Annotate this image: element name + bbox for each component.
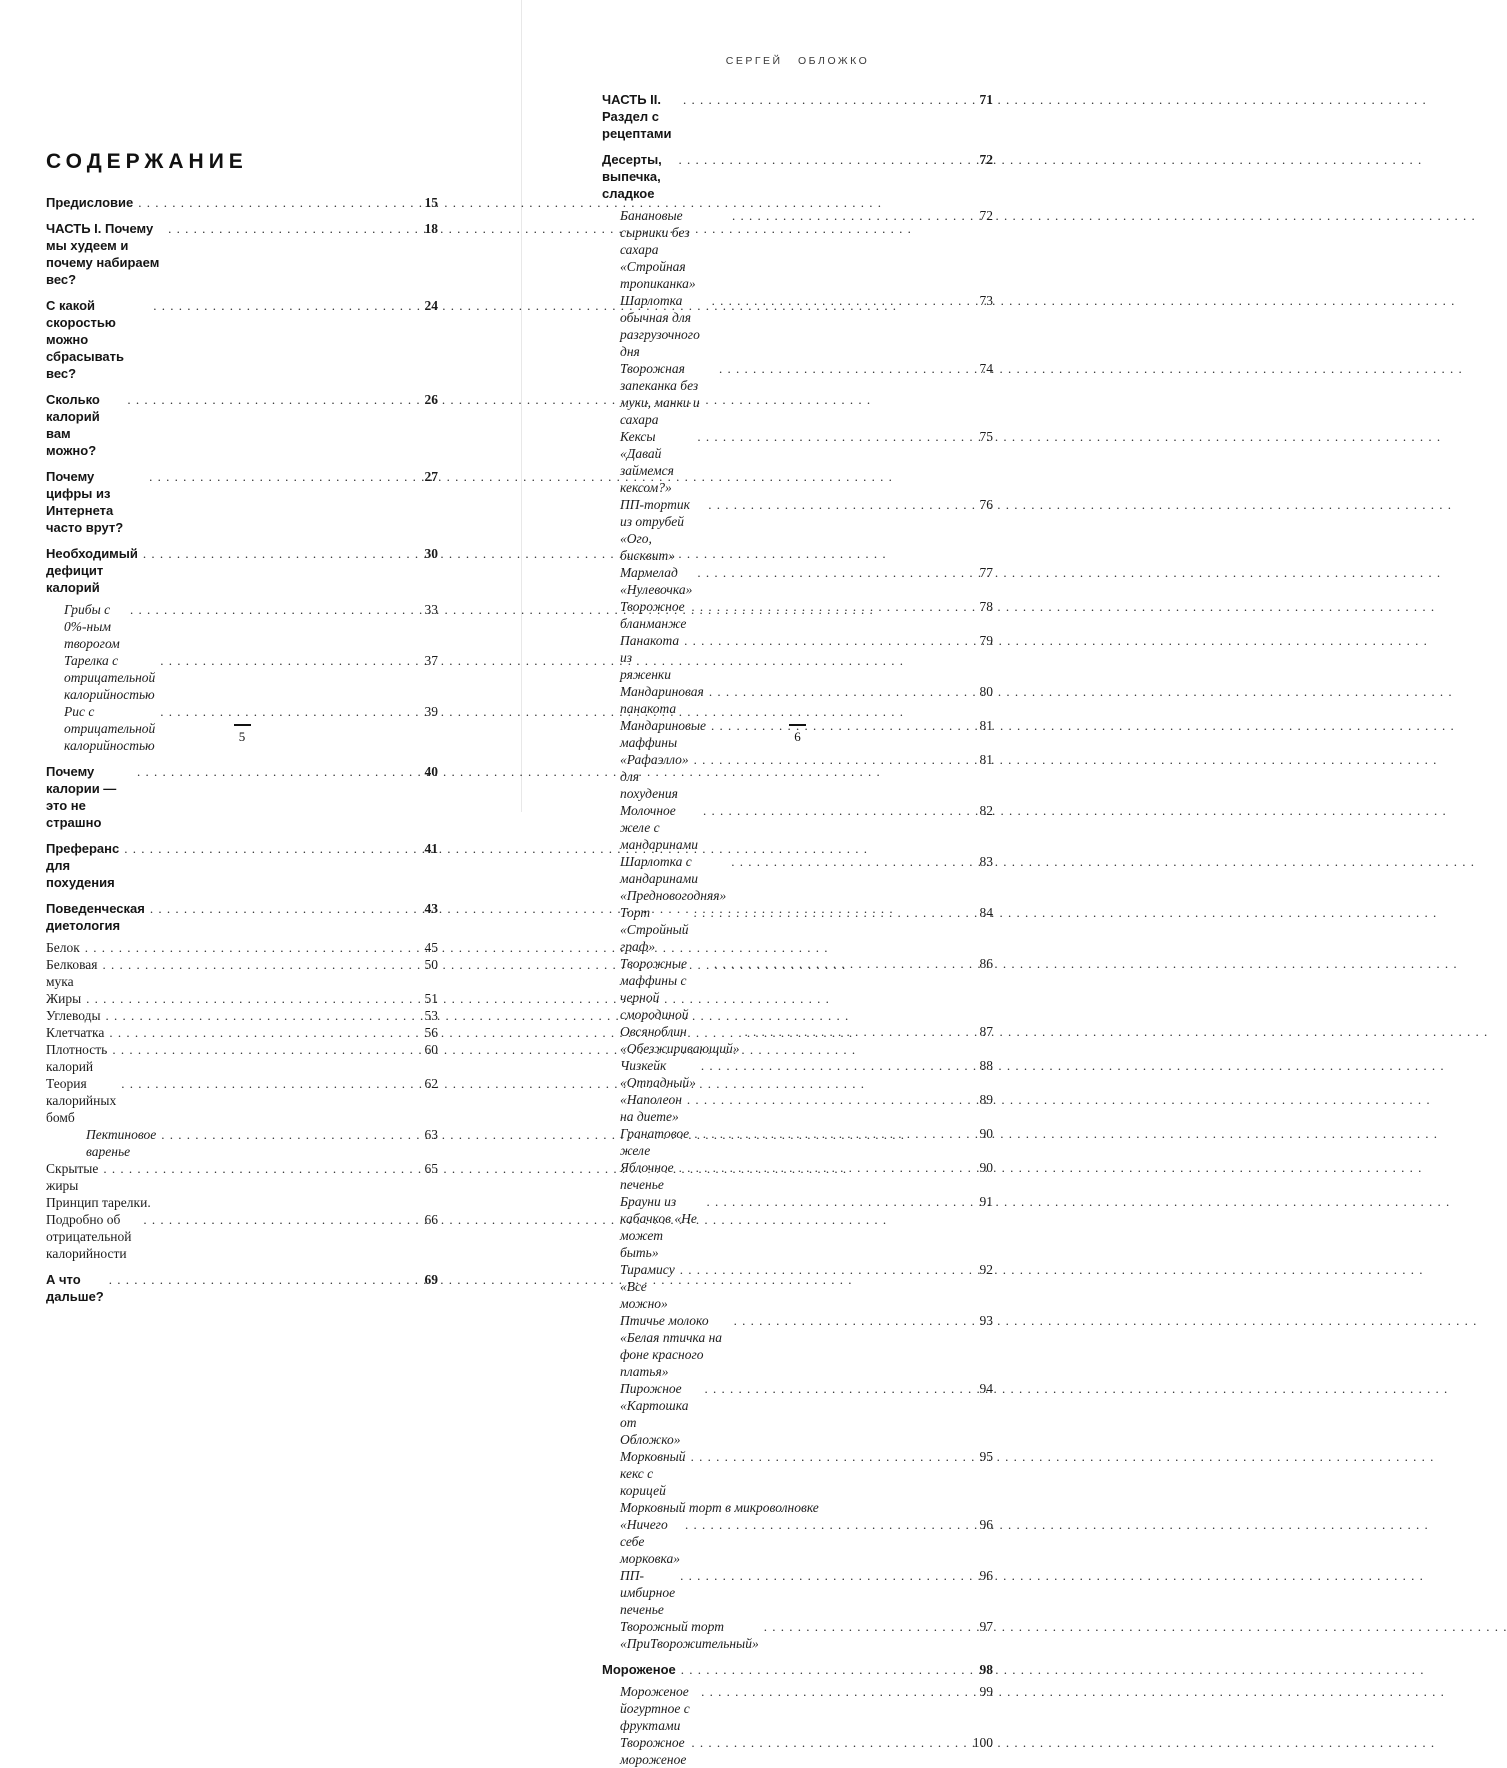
dot-leader	[694, 904, 977, 921]
toc-entry	[46, 652, 438, 703]
toc-entry	[602, 1448, 993, 1499]
toc-entry-label: Мороженое йогуртное с фруктами	[620, 1684, 690, 1733]
toc-entry-page: 56	[424, 1025, 438, 1040]
dot-leader	[168, 220, 421, 237]
toc-entry-label: Белок	[46, 940, 80, 955]
toc-entry-label: Молочное желе с мандаринами	[620, 803, 698, 852]
toc-entry	[602, 1661, 993, 1678]
toc-entry-page: 80	[979, 684, 993, 699]
toc-entry	[602, 360, 993, 428]
dot-leader	[694, 751, 977, 768]
toc-entry-page: 96	[979, 1568, 993, 1583]
toc-entry	[602, 1159, 993, 1193]
toc-entry-label: Мандариновые маффины	[620, 718, 707, 750]
toc-entry-page: 74	[979, 361, 993, 376]
toc-entry-label: Овсяноблин «Обезжиривающий»	[620, 1024, 740, 1056]
toc-entry	[46, 1211, 438, 1262]
dot-leader	[86, 990, 421, 1007]
toc-entry-page: 24	[424, 298, 438, 313]
toc-entry-label: Скрытые жиры	[46, 1161, 99, 1193]
page-number-right	[602, 724, 993, 745]
toc-entry-label: А что дальше?	[46, 1272, 104, 1304]
toc-entry	[46, 1024, 438, 1041]
folio-number-left: 5	[238, 729, 246, 744]
toc-entry-page: 99	[979, 1684, 993, 1699]
toc-entry-page: 66	[424, 1212, 438, 1227]
toc-entry-label: Клетчатка	[46, 1025, 105, 1040]
toc-entry-page: 94	[979, 1381, 993, 1396]
toc-entry-label: «Ничего себе морковка»	[620, 1517, 681, 1566]
dot-leader	[691, 1448, 977, 1465]
dot-leader	[137, 763, 422, 780]
toc-entry	[46, 900, 438, 934]
toc-entry-page: 82	[979, 803, 993, 818]
toc-entry	[46, 220, 438, 288]
toc-entry-page: 62	[424, 1076, 438, 1091]
toc-entry-page: 81	[979, 752, 993, 767]
toc-entry-label: Мороженое	[602, 1662, 676, 1677]
dot-leader	[712, 292, 977, 309]
toc-entry	[46, 1126, 438, 1160]
dot-leader	[701, 1683, 976, 1700]
dot-leader	[719, 360, 977, 377]
toc-entry-label: Теория калорийных бомб	[46, 1076, 117, 1125]
toc-entry-page: 92	[979, 1262, 993, 1277]
toc-entry-label: Творожное бланманже	[620, 599, 687, 631]
toc-right	[602, 91, 993, 1768]
toc-entry-page: 93	[979, 1313, 993, 1328]
toc-entry	[602, 632, 993, 683]
dot-leader	[764, 1618, 977, 1635]
toc-entry-page: 81	[979, 718, 993, 733]
toc-entry-page: 86	[979, 956, 993, 971]
dot-leader	[153, 297, 421, 314]
dot-leader	[124, 840, 421, 857]
dot-leader	[680, 1261, 977, 1278]
toc-entry-page: 51	[424, 991, 438, 1006]
toc-entry	[46, 1075, 438, 1126]
folio-rule-right	[789, 724, 806, 726]
toc-entry	[46, 763, 438, 831]
toc-entry-page: 37	[424, 653, 438, 668]
dot-leader	[732, 207, 976, 224]
toc-entry	[602, 1125, 993, 1159]
toc-entry-page: 91	[979, 1194, 993, 1209]
toc-entry-label: ЧАСТЬ II. Раздел с рецептами	[602, 92, 672, 141]
toc-entry	[602, 1057, 993, 1091]
dot-leader	[109, 1271, 422, 1288]
toc-entry-label: Чизкейк «Отпадный»	[620, 1058, 696, 1090]
dot-leader	[150, 900, 422, 917]
dot-leader	[744, 1023, 976, 1040]
dot-leader	[691, 1734, 969, 1751]
toc-entry-page: 96	[979, 1517, 993, 1532]
toc-title: СОДЕРЖАНИЕ	[46, 150, 248, 173]
toc-entry	[602, 1380, 993, 1448]
page-right-content	[602, 55, 993, 1768]
toc-entry	[602, 1023, 993, 1057]
toc-entry-page: 27	[424, 469, 438, 484]
toc-entry-page: 53	[424, 1008, 438, 1023]
toc-entry-label: Плотность калорий	[46, 1042, 108, 1074]
toc-entry-label: Белковая мука	[46, 957, 98, 989]
toc-entry-page: 83	[979, 854, 993, 869]
running-header: СЕРГЕЙ ОБЛОЖКО	[725, 55, 870, 67]
toc-entry	[46, 990, 438, 1007]
toc-entry-page: 87	[979, 1024, 993, 1039]
toc-entry-page: 45	[424, 940, 438, 955]
toc-entry	[46, 391, 438, 459]
toc-entry-label: Сколько калорий вам можно?	[46, 392, 100, 458]
dot-leader	[685, 1516, 976, 1533]
toc-entry-page: 33	[424, 602, 438, 617]
toc-entry-label: Принцип тарелки.	[46, 1195, 151, 1210]
toc-entry-label: Мармелад «Нулевочка»	[620, 565, 693, 597]
toc-entry	[46, 1160, 438, 1194]
toc-entry-page: 77	[979, 565, 993, 580]
toc-entry-page: 60	[424, 1042, 438, 1057]
toc-entry	[602, 1193, 993, 1261]
toc-entry-label: Шарлотка обычная для разгрузочного дня	[620, 293, 700, 359]
toc-entry-page: 30	[424, 546, 438, 561]
toc-entry-label: Панакота из ряженки	[620, 633, 680, 682]
toc-entry-page: 72	[979, 152, 993, 167]
toc-entry-label: Морковный торт в микроволновке	[620, 1500, 819, 1515]
dot-leader	[684, 632, 976, 649]
toc-entry	[602, 1312, 993, 1380]
dot-leader	[707, 1193, 977, 1210]
folio-rule-left	[234, 724, 251, 726]
dot-leader	[734, 1312, 977, 1329]
toc-entry-page: 39	[424, 704, 438, 719]
toc-entry	[602, 1091, 993, 1125]
toc-entry	[46, 601, 438, 652]
toc-entry-page: 73	[979, 293, 993, 308]
toc-entry-label: ПП-имбирное печенье	[620, 1568, 676, 1617]
dot-leader	[691, 598, 976, 615]
toc-entry-label: Поведенческая диетология	[46, 901, 145, 933]
toc-entry-page: 72	[979, 208, 993, 223]
toc-entry-page: 26	[424, 392, 438, 407]
folio-number-right: 6	[794, 729, 801, 744]
toc-entry-page: 90	[979, 1126, 993, 1141]
dot-leader	[678, 151, 976, 168]
toc-entry	[602, 751, 993, 802]
toc-entry-page: 90	[979, 1160, 993, 1175]
toc-entry	[602, 1261, 993, 1312]
toc-entry-label: Брауни из кабачков «Не может быть»	[620, 1194, 697, 1260]
toc-entry-label: Подробно об отрицательной калорийности	[46, 1212, 132, 1261]
toc-entry-page: 98	[979, 1662, 993, 1677]
toc-entry-page: 43	[424, 901, 438, 916]
dot-leader	[143, 545, 422, 562]
toc-entry	[46, 939, 438, 956]
toc-entry-label: ПП-тортик из отрубей «Ого, бисквит»	[620, 497, 690, 563]
dot-leader	[681, 1661, 977, 1678]
dot-leader	[127, 391, 421, 408]
toc-entry-label: Гранатовое желе	[620, 1126, 690, 1158]
toc-entry	[602, 207, 993, 292]
dot-leader	[704, 1380, 976, 1397]
toc-entry-page: 40	[424, 764, 438, 779]
toc-entry-label: Необходимый дефицит калорий	[46, 546, 138, 595]
toc-entry-page: 100	[972, 1735, 993, 1750]
toc-entry	[602, 564, 993, 598]
toc-entry-label: Морковный кекс с корицей	[620, 1449, 686, 1498]
toc-entry-label: Почему калории — это не страшно	[46, 764, 117, 830]
toc-entry-page: 78	[979, 599, 993, 614]
toc-entry-label: «Рафаэлло» для похудения	[620, 752, 689, 801]
toc-entry	[602, 598, 993, 632]
dot-leader	[697, 564, 976, 581]
toc-left	[46, 194, 438, 1305]
toc-entry-label: Углеводы	[46, 1008, 101, 1023]
toc-entry-label: Творожное мороженое	[620, 1735, 687, 1767]
toc-entry	[602, 1683, 993, 1734]
dot-leader	[106, 1007, 422, 1024]
toc-entry-label: Тарелка с отрицательной калорийностью	[64, 653, 156, 702]
dot-leader	[109, 1024, 421, 1041]
toc-entry	[602, 1516, 993, 1567]
dot-leader	[680, 1567, 976, 1584]
toc-entry-label: Пирожное «Картошка от Обложко»	[620, 1381, 689, 1447]
dot-leader	[731, 853, 976, 870]
toc-entry-page: 75	[979, 429, 993, 444]
toc-entry-label: Творожный торт «ПриТворожительный»	[620, 1619, 759, 1651]
toc-entry-label: Десерты, выпечка, сладкое	[602, 152, 662, 201]
toc-entry	[46, 840, 438, 891]
toc-entry-label: Пектиновое варенье	[86, 1127, 157, 1159]
toc-entry-label: Тирамису «Все можно»	[620, 1262, 675, 1311]
toc-entry-label: «Наполеон на диете»	[620, 1092, 682, 1124]
toc-entry	[46, 194, 438, 211]
dot-leader	[701, 1057, 977, 1074]
toc-entry	[602, 1734, 993, 1768]
dot-leader	[694, 1125, 976, 1142]
toc-entry-label: Рис с отрицательной калорийностью	[64, 704, 156, 753]
toc-entry-page: 79	[979, 633, 993, 648]
toc-entry	[46, 1007, 438, 1024]
toc-entry	[602, 428, 993, 496]
toc-entry-page: 95	[979, 1449, 993, 1464]
toc-entry-label: Кексы «Давай займемся кексом?»	[620, 429, 674, 495]
toc-entry-label: Торт «Стройный граф»	[620, 905, 689, 954]
toc-entry	[602, 904, 993, 955]
toc-entry	[602, 683, 993, 717]
toc-entry	[602, 292, 993, 360]
dot-leader	[143, 1211, 421, 1228]
dot-leader	[687, 1091, 977, 1108]
dot-leader	[714, 955, 977, 972]
toc-entry-label: Почему цифры из Интернета часто врут?	[46, 469, 124, 535]
toc-entry-page: 88	[979, 1058, 993, 1073]
toc-entry-page: 15	[424, 195, 438, 210]
toc-entry	[602, 802, 993, 853]
dot-leader	[103, 1160, 421, 1177]
dot-leader	[149, 468, 421, 485]
toc-entry-label: С какой скоростью можно сбрасывать вес?	[46, 298, 124, 381]
toc-entry-page: 41	[424, 841, 438, 856]
dot-leader	[160, 652, 421, 669]
toc-entry-page: 18	[424, 221, 438, 236]
toc-entry-label: Творожные маффины с черной смородиной	[620, 956, 689, 1022]
toc-entry	[602, 955, 993, 1023]
toc-entry	[46, 1271, 438, 1305]
dot-leader	[160, 703, 421, 720]
dot-leader	[85, 939, 422, 956]
dot-leader	[112, 1041, 421, 1058]
toc-entry-label: Шарлотка с мандаринами «Предновогодняя»	[620, 854, 727, 903]
toc-entry-label: Преферанс для похудения	[46, 841, 120, 890]
dot-leader	[130, 601, 422, 618]
dot-leader	[697, 428, 976, 445]
toc-entry-label: Предисловие	[46, 195, 134, 210]
toc-entry	[46, 545, 438, 596]
toc-entry-label: Мандариновая панакота	[620, 684, 704, 716]
toc-entry	[46, 956, 438, 990]
toc-entry-page: 89	[979, 1092, 993, 1107]
toc-entry-label: Творожная запеканка без муки, манки и сахара	[620, 361, 700, 427]
toc-entry	[46, 468, 438, 536]
toc-entry-label: Птичье молоко «Белая птичка на фоне красного платья»	[620, 1313, 723, 1379]
toc-entry-label: Банановые сырники без сахара «Стройная тропиканка»	[620, 208, 696, 291]
toc-entry-page: 65	[424, 1161, 438, 1176]
toc-entry	[602, 1567, 993, 1618]
toc-entry	[602, 151, 993, 202]
toc-entry-page: 69	[424, 1272, 438, 1287]
toc-entry	[602, 1499, 993, 1516]
toc-entry-page: 76	[979, 497, 993, 512]
toc-entry-label: Жиры	[46, 991, 82, 1006]
toc-entry	[602, 853, 993, 904]
toc-entry-page: 97	[979, 1619, 993, 1634]
toc-entry	[602, 496, 993, 564]
toc-entry-page: 71	[979, 92, 993, 107]
dot-leader	[708, 496, 976, 513]
page-number-left	[46, 724, 438, 745]
toc-entry	[602, 91, 993, 142]
toc-entry-page: 63	[424, 1127, 438, 1142]
toc-entry-label: Грибы с 0%-ным творогом	[64, 602, 120, 651]
dot-leader	[103, 956, 422, 973]
toc-entry	[46, 1041, 438, 1075]
dot-leader	[683, 91, 977, 108]
dot-leader	[138, 194, 421, 211]
dot-leader	[703, 802, 977, 819]
dot-leader	[121, 1075, 421, 1092]
toc-entry-label: Яблочное печенье	[620, 1160, 674, 1192]
toc-entry	[46, 1194, 438, 1211]
dot-leader	[709, 683, 977, 700]
dot-leader	[161, 1126, 421, 1143]
toc-entry	[46, 297, 438, 382]
toc-entry-label: ЧАСТЬ I. Почему мы худеем и почему набираем вес?	[46, 221, 160, 287]
toc-entry-page: 84	[979, 905, 993, 920]
toc-entry-page: 50	[424, 957, 438, 972]
dot-leader	[679, 1159, 977, 1176]
toc-entry	[602, 1618, 993, 1652]
